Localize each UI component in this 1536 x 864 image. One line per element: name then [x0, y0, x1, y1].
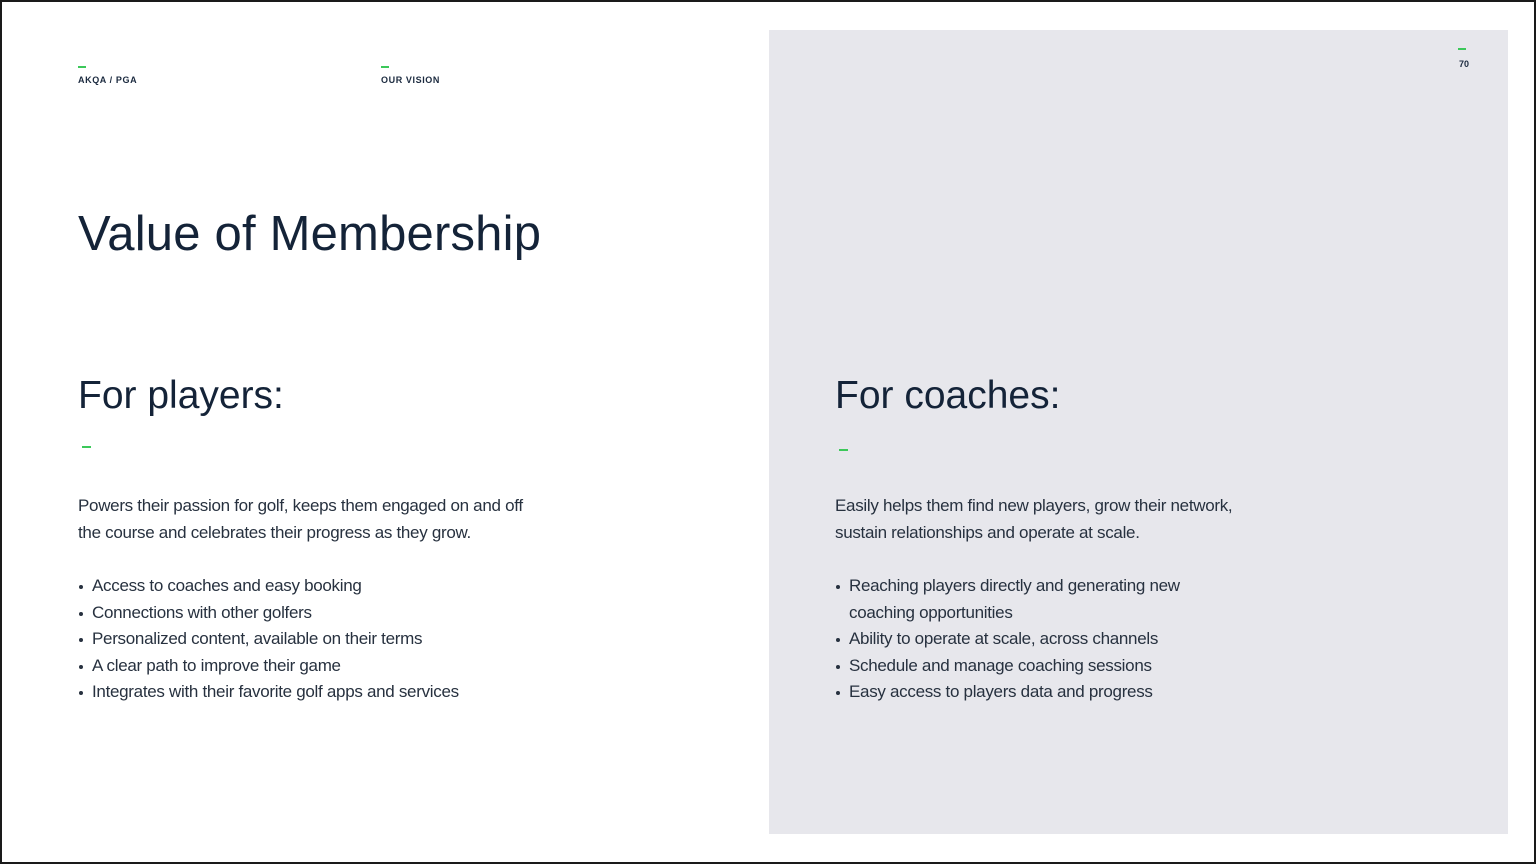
list-item: Access to coaches and easy booking	[78, 573, 598, 600]
list-item: Reaching players directly and generating new coaching opportunities	[835, 573, 1205, 626]
list-item: Easy access to players data and progress	[835, 679, 1205, 706]
page-title: Value of Membership	[78, 207, 542, 261]
players-heading: For players:	[78, 374, 284, 417]
list-item: Connections with other golfers	[78, 600, 598, 627]
brand-accent-tick	[78, 66, 86, 68]
section-accent-tick	[381, 66, 389, 68]
brand-label: AKQA / PGA	[78, 75, 138, 85]
coaches-description: Easily helps them find new players, grow their network, sustain relationships and operate at scale.	[835, 496, 1233, 542]
list-item: Personalized content, available on their terms	[78, 626, 598, 653]
coaches-accent-tick	[839, 449, 848, 451]
section-label: OUR VISION	[381, 75, 441, 85]
players-bullet-list	[78, 573, 598, 706]
players-description: Powers their passion for golf, keeps them engaged on and off the course and celebrates their progress as they grow.	[78, 496, 523, 542]
list-item: Schedule and manage coaching sessions	[835, 653, 1205, 680]
coaches-panel-background	[769, 30, 1508, 834]
list-item: Ability to operate at scale, across channels	[835, 626, 1205, 653]
list-item: A clear path to improve their game	[78, 653, 598, 680]
coaches-heading: For coaches:	[835, 374, 1061, 417]
page-number: 70	[1459, 59, 1470, 69]
list-item: Integrates with their favorite golf apps and services	[78, 679, 598, 706]
page-number-accent-tick	[1458, 48, 1466, 50]
players-accent-tick	[82, 446, 91, 448]
coaches-bullet-list	[835, 573, 1205, 706]
